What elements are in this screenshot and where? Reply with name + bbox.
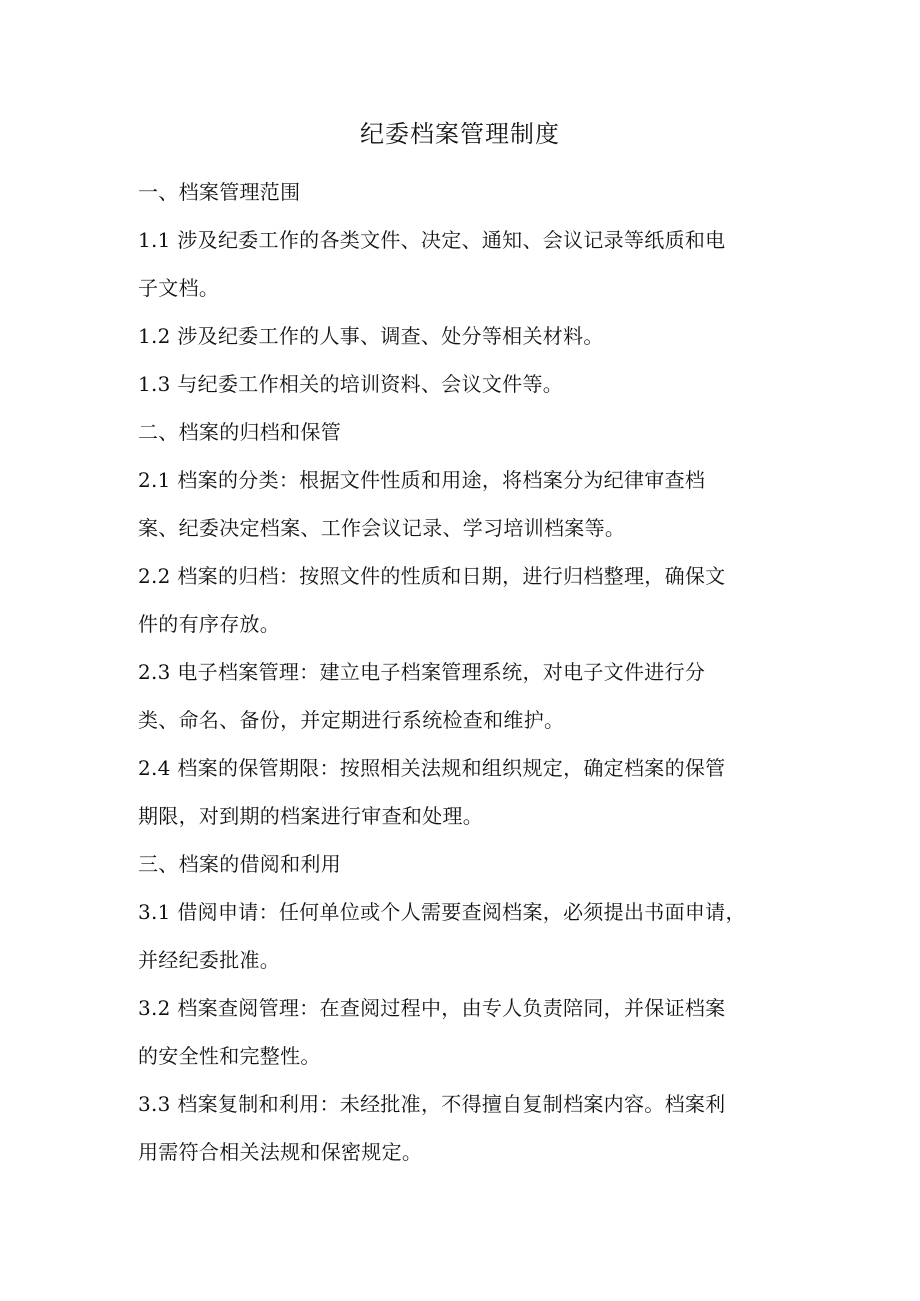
paragraph-line: 2.2 档案的归档：按照文件的性质和日期，进行归档整理，确保文: [138, 564, 726, 588]
paragraph-line: 2.4 档案的保管期限：按照相关法规和组织规定，确定档案的保管: [138, 756, 726, 780]
paragraph-line: 的安全性和完整性。: [138, 1044, 321, 1068]
paragraph-line: 1.1 涉及纪委工作的各类文件、决定、通知、会议记录等纸质和电: [138, 228, 726, 252]
paragraph-line: 3.2 档案查阅管理：在查阅过程中，由专人负责陪同，并保证档案: [138, 996, 726, 1020]
paragraph-line: 类、命名、备份，并定期进行系统检查和维护。: [138, 708, 565, 732]
section-heading-2: 二、档案的归档和保管: [138, 420, 341, 444]
paragraph-line: 3.3 档案复制和利用：未经批准，不得擅自复制档案内容。档案利: [138, 1092, 726, 1116]
paragraph-line: 期限，对到期的档案进行审查和处理。: [138, 804, 484, 828]
section-heading-1: 一、档案管理范围: [138, 180, 301, 204]
section-heading-3: 三、档案的借阅和利用: [138, 852, 341, 876]
paragraph-line: 2.1 档案的分类：根据文件性质和用途，将档案分为纪律审查档: [138, 468, 706, 492]
paragraph-line: 1.2 涉及纪委工作的人事、调查、处分等相关材料。: [138, 324, 604, 348]
paragraph-line: 子文档。: [138, 276, 220, 300]
document-body: [138, 168, 778, 1176]
paragraph-line: 案、纪委决定档案、工作会议记录、学习培训档案等。: [138, 516, 626, 540]
paragraph-line: 件的有序存放。: [138, 612, 281, 636]
paragraph-line: 并经纪委批准。: [138, 948, 281, 972]
paragraph-line: 3.1 借阅申请：任何单位或个人需要查阅档案，必须提出书面申请，: [138, 900, 746, 924]
page-title: 纪委档案管理制度: [360, 120, 560, 148]
paragraph-line: 1.3 与纪委工作相关的培训资料、会议文件等。: [138, 372, 564, 396]
paragraph-line: 用需符合相关法规和保密规定。: [138, 1140, 423, 1164]
paragraph-line: 2.3 电子档案管理：建立电子档案管理系统，对电子文件进行分: [138, 660, 706, 684]
